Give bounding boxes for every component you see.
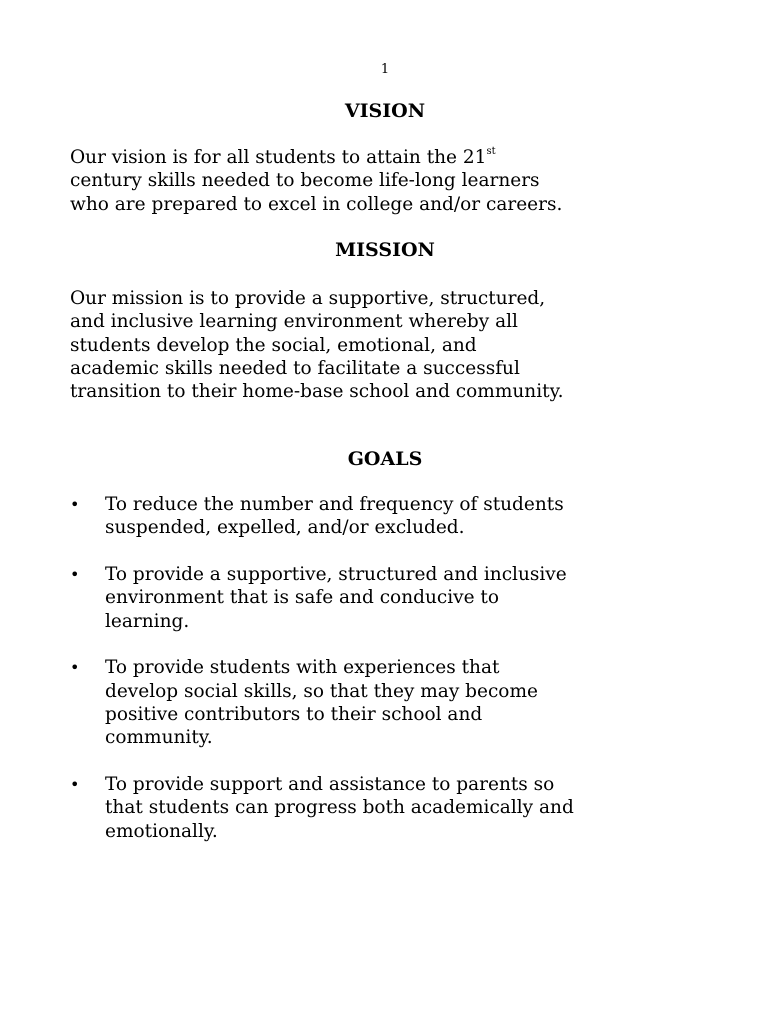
goal-line: positive contributors to their school and [105,704,483,726]
mission-heading: MISSION [335,239,435,261]
goal-line: suspended, expelled, and/or excluded. [105,517,465,539]
bullet-icon: • [70,658,80,678]
bullet-icon: • [70,495,80,514]
goal-line: community. [105,727,213,749]
goal-line: To provide support and assistance to parents so [105,774,555,796]
vision-line-3: who are prepared to excel in college and/or careers. [70,193,563,215]
mission-paragraph [70,287,730,403]
goal-item [70,773,730,843]
mission-line: students develop the social, emotional, and [70,334,477,356]
goal-line: develop social skills, so that they may become [105,680,538,702]
goal-line: environment that is safe and conducive to [105,587,500,609]
mission-line: and inclusive learning environment whereby all [70,311,518,333]
goals-list [70,493,730,867]
vision-paragraph [70,146,730,216]
bullet-icon: • [70,565,80,585]
mission-line: Our mission is to provide a supportive, structured, [70,288,546,309]
goal-line: emotionally. [105,820,218,842]
vision-line-2: century skills needed to become life-long learners [70,170,540,192]
page-number: 1 [380,62,390,77]
goal-item [70,563,730,633]
goal-line: To reduce the number and frequency of students [105,494,564,515]
goal-line: that students can progress both academically and [105,797,574,819]
mission-line: transition to their home-base school and community. [70,381,564,403]
vision-heading: VISION [344,100,426,122]
goal-item [70,493,730,540]
goal-line: learning. [105,610,190,632]
goal-line: To provide a supportive, structured and inclusive [105,564,567,586]
goal-line: To provide students with experiences that [105,657,500,679]
bullet-icon: • [70,775,80,795]
vision-line-1-text: Our vision is for all students to attain the 21 [70,147,487,168]
superscript-st: st [486,145,496,157]
mission-line: academic skills needed to facilitate a successful [70,357,520,379]
vision-line-1 [70,146,730,169]
goal-item [70,656,730,749]
goals-heading: GOALS [347,448,423,470]
